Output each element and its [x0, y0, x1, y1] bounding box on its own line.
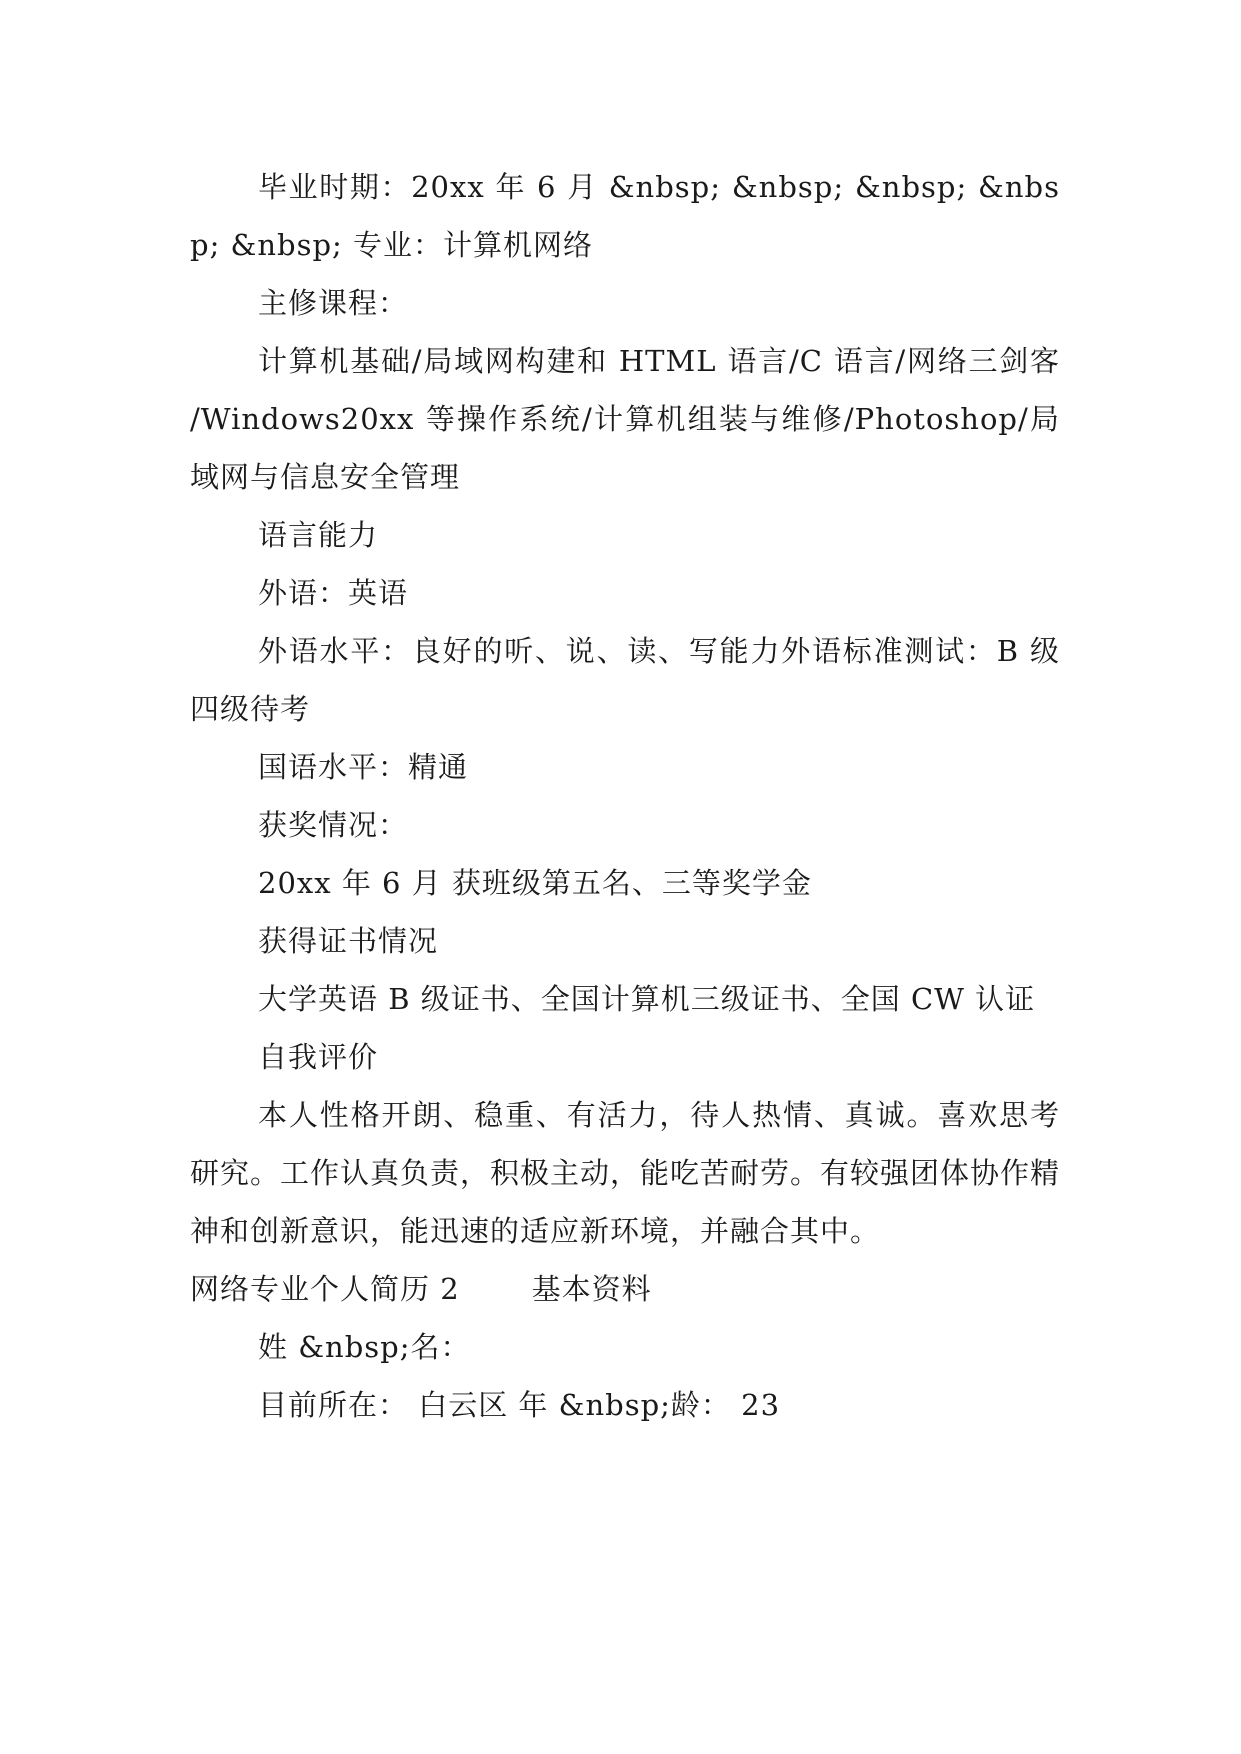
- certificates-list: 大学英语 B 级证书、全国计算机三级证书、全国 CW 认证: [258, 982, 1036, 1016]
- major-courses-label: 主修课程：: [258, 286, 409, 320]
- awards-heading: 获奖情况：: [258, 808, 409, 842]
- resume-body: [190, 158, 1060, 1434]
- location-age-field: 目前所在： 白云区 年 &nbsp;龄： 23: [258, 1388, 781, 1422]
- major-courses-list: 计算机基础/局域网构建和 HTML 语言/C 语言/网络三剑客 /Windows20xx 等操作系统/计算机组装与维修/Photoshop/局域网与信息安全管理: [190, 344, 1060, 494]
- resume2-title-line: [190, 1260, 1060, 1318]
- foreign-language: 外语：英语: [258, 576, 409, 610]
- self-evaluation-text: 本人性格开朗、稳重、有活力，待人热情、真诚。喜欢思考研究。工作认真负责，积极主动，能吃苦耐劳。有较强团体协作精神和创新意识，能迅速的适应新环境，并融合其中。: [190, 1098, 1061, 1248]
- foreign-language-level: 外语水平：良好的听、说、读、写能力外语标准测试：B 级四级待考: [190, 634, 1060, 726]
- graduation-info: 毕业时期：20xx 年 6 月 &nbsp; &nbsp; &nbsp; &nbsp; &nbsp; 专业：计算机网络: [190, 170, 1060, 262]
- name-field: 姓 &nbsp;名：: [258, 1330, 471, 1364]
- certificates-heading: 获得证书情况: [258, 924, 439, 958]
- language-heading: 语言能力: [258, 518, 379, 552]
- award-item: 20xx 年 6 月 获班级第五名、三等奖学金: [258, 866, 812, 900]
- self-evaluation-heading: 自我评价: [258, 1040, 379, 1074]
- resume2-title: 网络专业个人简历 2: [190, 1272, 460, 1306]
- mandarin-level: 国语水平：精通: [258, 750, 469, 784]
- resume2-section: 基本资料: [531, 1272, 652, 1306]
